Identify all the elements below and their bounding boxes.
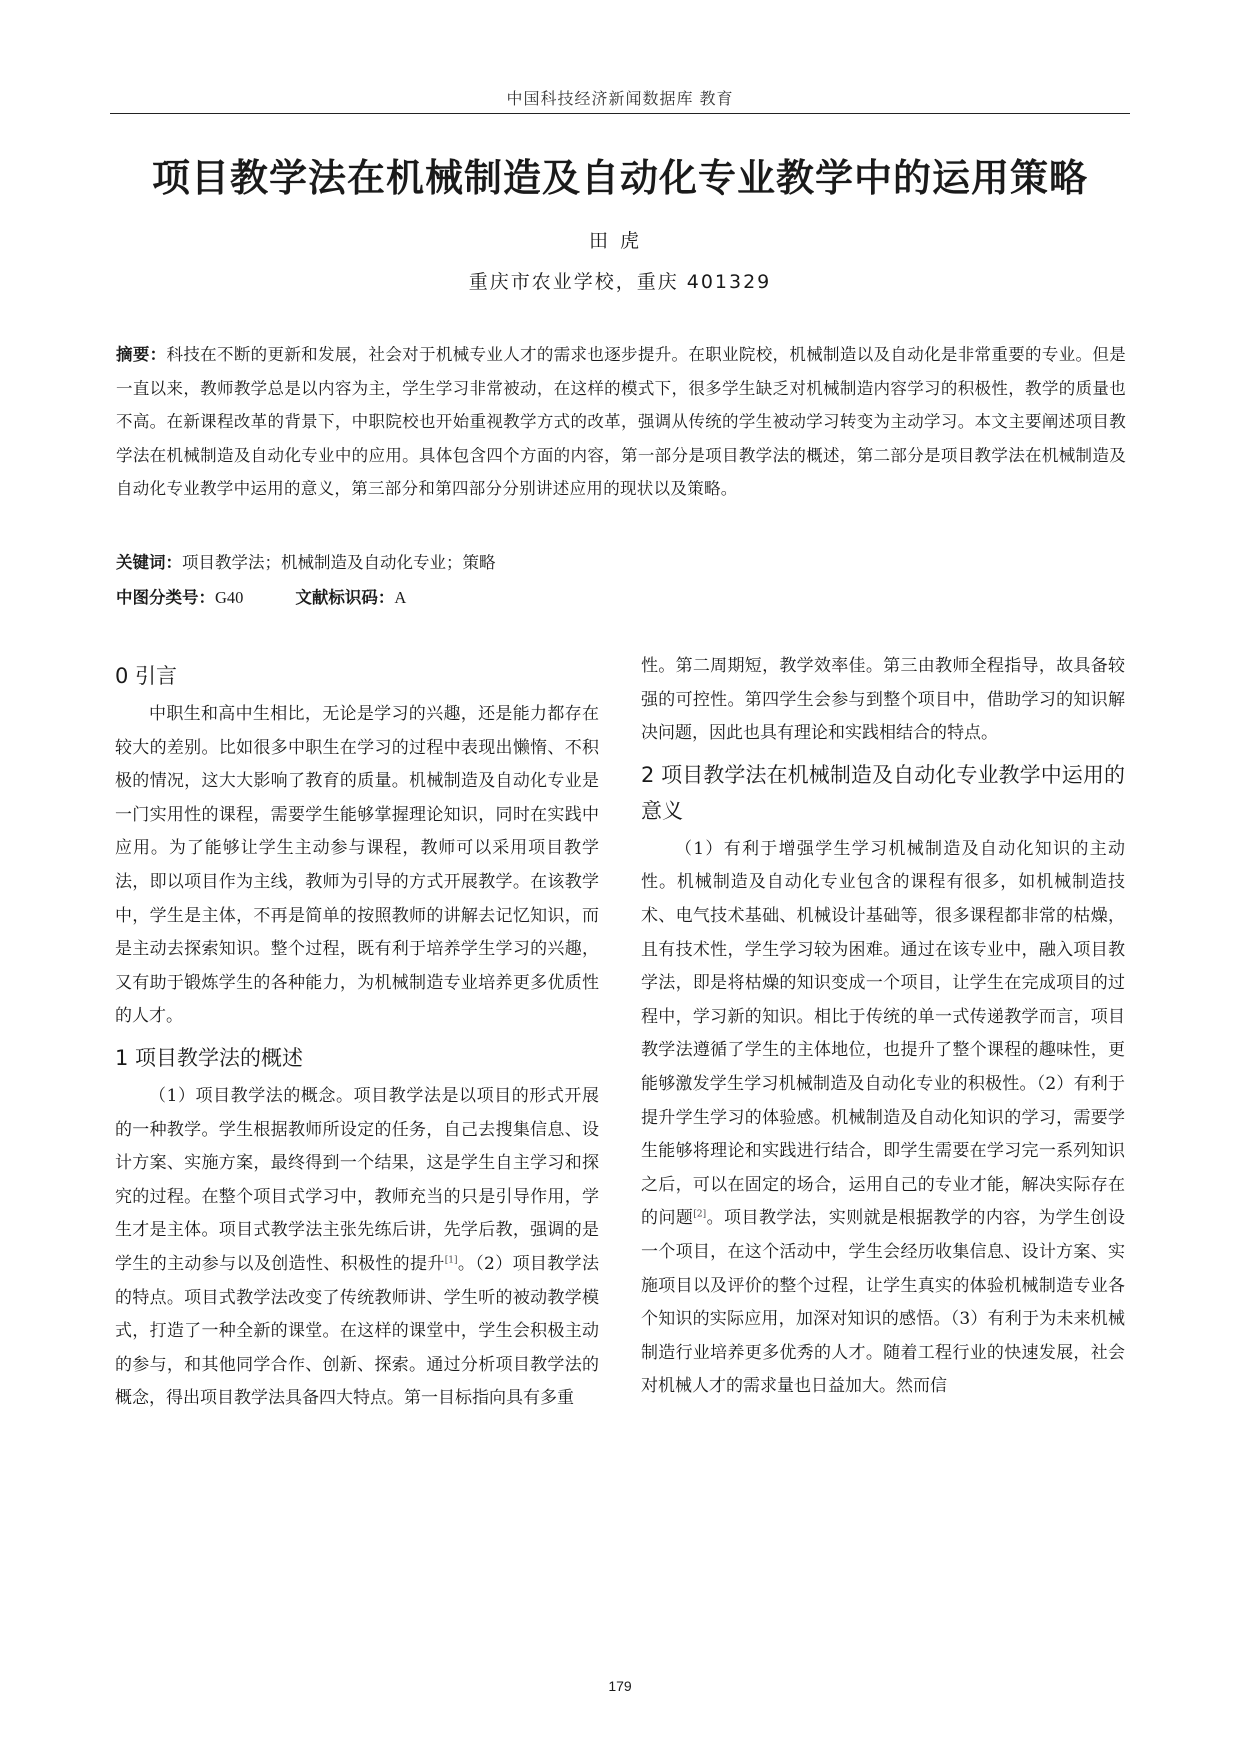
doc-code-value: A: [394, 588, 407, 607]
body-paragraph: [115, 1080, 599, 1416]
body-text: 。项目教学法，实则就是根据教学的内容，为学生创设一个项目，在这个活动中，学生会经历收集信息、设计方案、实施项目以及评价的整个过程，让学生真实的体验机械制造专业各个知识的实际应用，加深对知识的感悟。（3）有利于为未来机械制造行业培养更多优秀的人才。随着工程行业的快速发展，社会对机械人才的需求量也日益加大。然而信: [641, 1208, 1126, 1397]
page-number: 179: [608, 1678, 632, 1694]
keywords-label: 关键词：: [116, 553, 182, 572]
classification-line: [116, 583, 1126, 613]
citation-ref: [1]: [444, 1255, 458, 1266]
keywords-text: 项目教学法；机械制造及自动化专业；策略: [182, 553, 496, 572]
clc-label: 中图分类号：: [116, 588, 215, 607]
author-name: 田虎: [588, 230, 651, 252]
running-head: 中国科技经济新闻数据库 教育: [506, 89, 734, 108]
body-text: （1）项目教学法的概念。项目教学法是以项目的形式开展的一种教学。学生根据教师所设定的任务，自己去搜集信息、设计方案、实施方案，最终得到一个结果，这是学生自主学习和探究的过程。在整个项目式学习中，教师充当的只是引导作用，学生才是主体。项目式教学法主张先练后讲，先学后教，强调的是学生的主动参与以及创造性、积极性的提升: [115, 1085, 599, 1274]
section-heading-significance: 2 项目教学法在机械制造及自动化专业教学中运用的意义: [641, 762, 1125, 823]
header-rule: [110, 113, 1130, 114]
body-paragraph: [641, 833, 1125, 1404]
section-heading-introduction: 0 引言: [115, 664, 178, 688]
body-text: 。（2）项目教学法的特点。项目式教学法改变了传统教师讲、学生听的被动教学模式，打造了一种全新的课堂。在这样的课堂中，学生会积极主动的参与，和其他同学合作、创新、探索。通过分析项目教学法的概念，得出项目教学法具备四大特点。第一目标指向具有多重: [115, 1253, 599, 1409]
section-heading-overview: 1 项目教学法的概述: [115, 1045, 304, 1070]
keywords: [116, 548, 1126, 578]
body-paragraph: 中职生和高中生相比，无论是学习的兴趣，还是能力都存在较大的差别。比如很多中职生在学习的过程中表现出懒惰、不积极的情况，这大大影响了教育的质量。机械制造及自动化专业是一门实用性的课程，需要学生能够掌握理论知识，同时在实践中应用。为了能够让学生主动参与课程，教师可以采用项目教学法，即以项目作为主线，教师为引导的方式开展教学。在该教学中，学生是主体，不再是简单的按照教师的讲解去记忆知识，而是主动去探索知识。整个过程，既有利于培养学生学习的兴趣，又有助于锻炼学生的各种能力，为机械制造专业培养更多优质性的人才。: [115, 704, 599, 1027]
abstract-text: 科技在不断的更新和发展，社会对于机械专业人才的需求也逐步提升。在职业院校，机械制造以及自动化是非常重要的专业。但是一直以来，教师教学总是以内容为主，学生学习非常被动，在这样的模式下，很多学生缺乏对机械制造内容学习的积极性，教学的质量也不高。在新课程改革的背景下，中职院校也开始重视教学方式的改革，强调从传统的学生被动学习转变为主动学习。本文主要阐述项目教学法在机械制造及自动化专业中的应用。具体包含四个方面的内容，第一部分是项目教学法的概述，第二部分是项目教学法在机械制造及自动化专业教学中运用的意义，第三部分和第四部分分别讲述应用的现状以及策略。: [116, 345, 1126, 498]
abstract: [116, 338, 1126, 506]
body-text: （1）有利于增强学生学习机械制造及自动化知识的主动性。机械制造及自动化专业包含的课程有很多，如机械制造技术、电气技术基础、机械设计基础等，很多课程都非常的枯燥，且有技术性，学生学习较为困难。通过在该专业中，融入项目教学法，即是将枯燥的知识变成一个项目，让学生在完成项目的过程中，学习新的知识。相比于传统的单一式传递教学而言，项目教学法遵循了学生的主体地位，也提升了整个课程的趣味性，更能够激发学生学习机械制造及自动化专业的积极性。（2）有利于提升学生学习的体验感。机械制造及自动化知识的学习，需要学生能够将理论和实践进行结合，即学生需要在学习完一系列知识之后，可以在固定的场合，运用自己的专业才能，解决实际存在的问题: [641, 838, 1125, 1229]
citation-ref: [2]: [693, 1209, 707, 1220]
author-affiliation: 重庆市农业学校，重庆 401329: [468, 271, 772, 293]
left-column: [115, 658, 599, 1416]
abstract-label: 摘要：: [116, 345, 167, 364]
clc-value: G40: [215, 588, 244, 607]
right-column: [641, 650, 1125, 1404]
body-paragraph: 性。第二周期短，教学效率佳。第三由教师全程指导，故具备较强的可控性。第四学生会参与到整个项目中，借助学习的知识解决问题，因此也具有理论和实践相结合的特点。: [641, 656, 1125, 744]
doc-code-label: 文献标识码：: [295, 588, 395, 607]
article-title: 项目教学法在机械制造及自动化专业教学中的运用策略: [151, 156, 1088, 200]
